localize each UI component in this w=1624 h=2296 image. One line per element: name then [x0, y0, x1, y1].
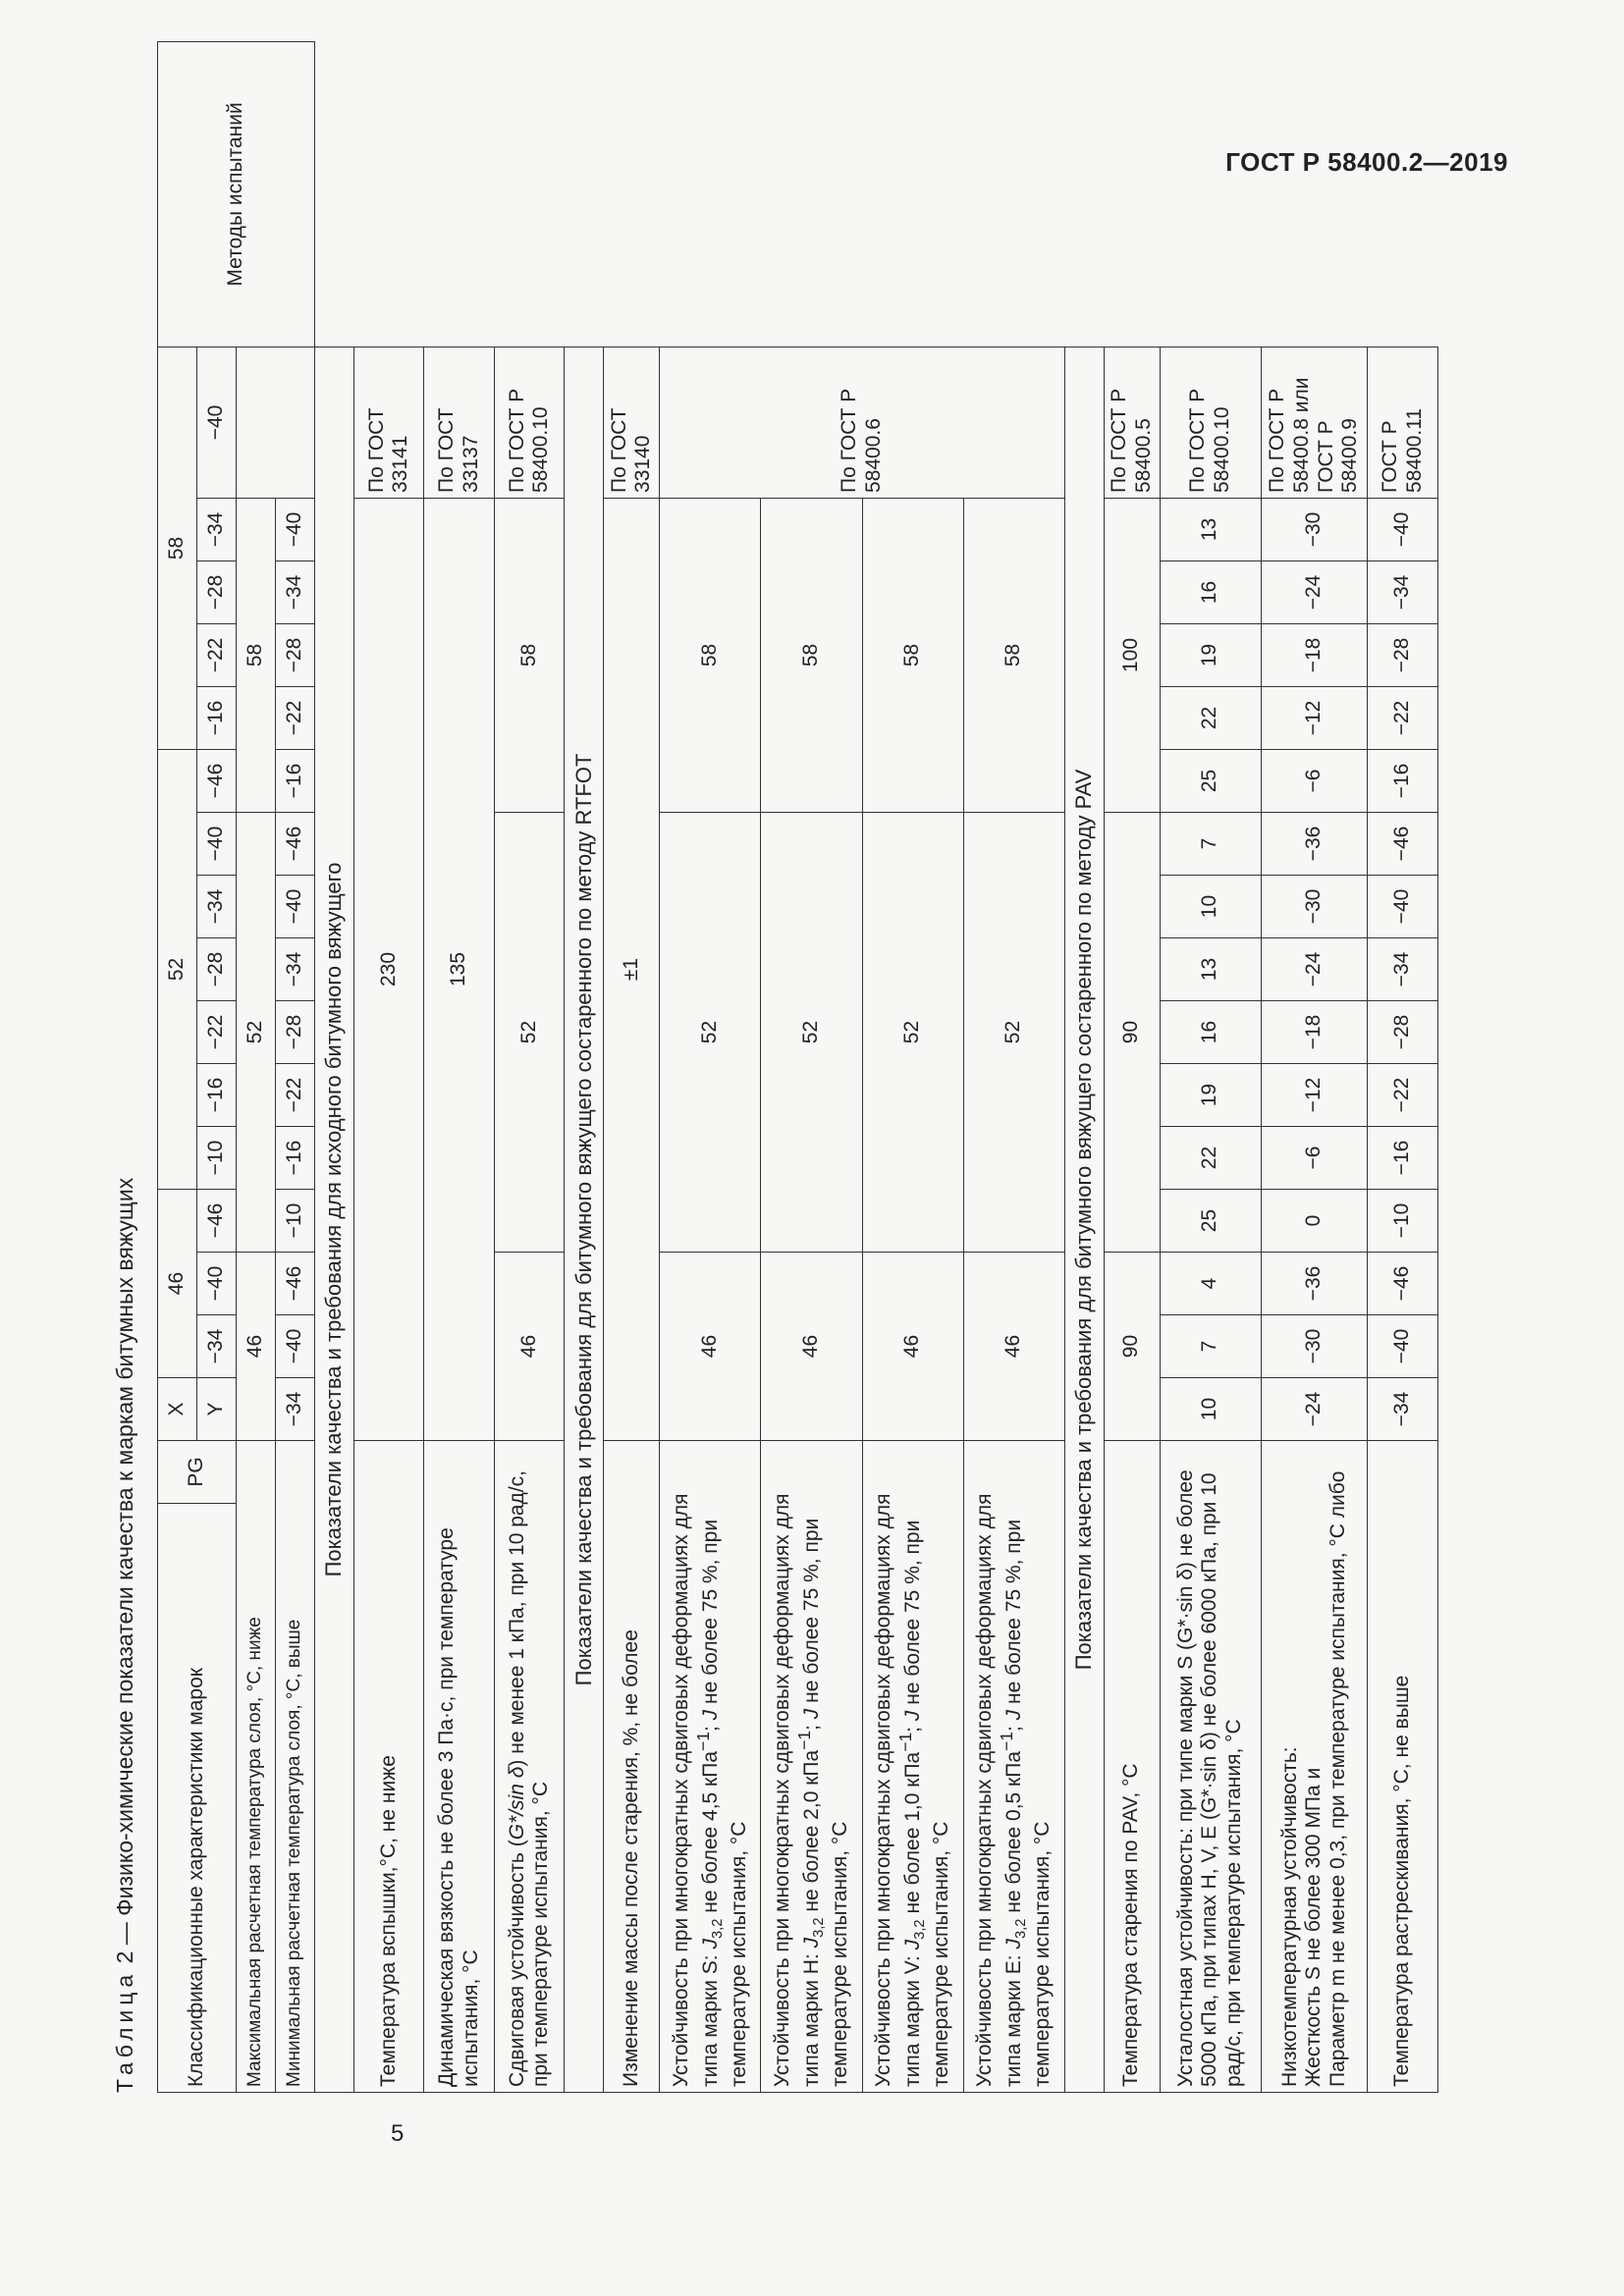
- crack-cell: −40: [1368, 498, 1438, 561]
- crack-cell: −34: [1368, 1378, 1438, 1441]
- msc-h-46: 46: [761, 1253, 862, 1441]
- lowtemp-cell: −30: [1261, 1315, 1368, 1378]
- y-cell: −16: [196, 1064, 236, 1127]
- y-cell: −46: [196, 749, 236, 812]
- section-original: Показатели качества и требования для исходного битумного вяжущего: [314, 347, 353, 2092]
- header-pg: PG: [158, 1441, 237, 1504]
- max-temp-46: 46: [236, 1253, 275, 1441]
- msc-e-46: 46: [963, 1253, 1064, 1441]
- min-temp-cell: −16: [275, 1127, 314, 1190]
- crack-cell: −28: [1368, 1001, 1438, 1064]
- msc-v-58: 58: [862, 498, 963, 812]
- fatigue-cell: 13: [1160, 938, 1261, 1001]
- fatigue-label: Усталостная устойчивость: при типе марки S (G*·sin δ) не более 5000 кПа, при типах H, V, E (G*·sin δ) не более 6000 кПа, при 10 рад/с, при температуре испытания, °С: [1160, 1441, 1261, 2093]
- caption-prefix: Таблица: [112, 1969, 137, 2093]
- y-cell: −22: [196, 623, 236, 686]
- mass-label: Изменение массы после старения, %, не более: [604, 1441, 660, 2093]
- quality-table: [157, 41, 1438, 2093]
- y-cell: −40: [196, 347, 236, 498]
- header-x: X: [158, 1378, 197, 1441]
- y-cell: −28: [196, 938, 236, 1001]
- min-temp-cell: −34: [275, 561, 314, 623]
- crack-cell: −40: [1368, 1315, 1438, 1378]
- pav-temp-58: 100: [1104, 498, 1160, 812]
- lowtemp-cell: −24: [1261, 938, 1368, 1001]
- y-cell: −34: [196, 1315, 236, 1378]
- crack-cell: −46: [1368, 1253, 1438, 1315]
- min-temp-cell: −40: [275, 498, 314, 561]
- table-caption: [112, 1178, 138, 2093]
- min-temp-cell: −28: [275, 623, 314, 686]
- section-pav: Показатели качества и требования для битумного вяжущего состаренного по методу PAV: [1064, 347, 1104, 2092]
- crack-cell: −34: [1368, 561, 1438, 623]
- fatigue-cell: 19: [1160, 1064, 1261, 1127]
- min-temp-cell: −16: [275, 749, 314, 812]
- msc-h-58: 58: [761, 498, 862, 812]
- max-temp-52: 52: [236, 813, 275, 1253]
- y-cell: −40: [196, 1253, 236, 1315]
- y-cell: −16: [196, 686, 236, 749]
- pav-temp-52: 90: [1104, 813, 1160, 1253]
- msc-s-58: 58: [660, 498, 761, 812]
- min-temp-cell: −22: [275, 1064, 314, 1127]
- fatigue-cell: 7: [1160, 813, 1261, 876]
- lowtemp-cell: −36: [1261, 813, 1368, 876]
- lowtemp-cell: 0: [1261, 1190, 1368, 1253]
- header-methods: Методы испытаний: [158, 42, 315, 347]
- min-temp-cell: −28: [275, 1001, 314, 1064]
- lowtemp-cell: −12: [1261, 686, 1368, 749]
- lowtemp-cell: −6: [1261, 749, 1368, 812]
- page-number: 5: [391, 2120, 405, 2147]
- flash-label: Температура вспышки,°С, не ниже: [353, 1441, 424, 2093]
- lowtemp-cell: −24: [1261, 1378, 1368, 1441]
- y-cell: −34: [196, 498, 236, 561]
- group-58: 58: [158, 347, 197, 749]
- viscosity-label: Динамическая вязкость не более 3 Па·с, при температуре испытания, °С: [424, 1441, 495, 2093]
- min-temp-cell: −40: [275, 1315, 314, 1378]
- crack-cell: −46: [1368, 813, 1438, 876]
- fatigue-cell: 25: [1160, 749, 1261, 812]
- section-rtfot: Показатели качества и требования для битумного вяжущего состаренного по методу RTFOT: [565, 347, 604, 2092]
- rotated-table-area: [108, 20, 1502, 2110]
- msc-e-label: Устойчивость при многократных сдвиговых деформациях для типа марки E: $J_{3,2}$ не более 0,5 кПа$^{-1}$; J не более 75 %, при температуре испытания, °С: [963, 1441, 1064, 2093]
- fatigue-cell: 13: [1160, 498, 1261, 561]
- crack-cell: −28: [1368, 623, 1438, 686]
- max-temp-label: Максимальная расчетная температура слоя, °С, ниже: [236, 1441, 275, 2093]
- y-cell: −34: [196, 876, 236, 938]
- fatigue-cell: 10: [1160, 1378, 1261, 1441]
- lowtemp-cell: −36: [1261, 1253, 1368, 1315]
- msc-s-label: Устойчивость при многократных сдвиговых деформациях для типа марки S: $J_{3,2}$ не более 4,5 кПа$^{-1}$; J не более 75 %, при температуре испытания, °С: [660, 1441, 761, 2093]
- crack-cell: −16: [1368, 749, 1438, 812]
- min-temp-cell: −22: [275, 686, 314, 749]
- fatigue-cell: 10: [1160, 876, 1261, 938]
- flash-method: По ГОСТ 33141: [353, 347, 424, 498]
- fatigue-cell: 19: [1160, 623, 1261, 686]
- shear-label: Сдвиговая устойчивость (G*/sin δ) не менее 1 кПа, при 10 рад/с, при температуре испытания, °С: [494, 1441, 565, 2093]
- lowtemp-method: По ГОСТ Р 58400.8 или ГОСТ Р 58400.9: [1261, 347, 1368, 498]
- shear-method: По ГОСТ Р 58400.10: [494, 347, 565, 498]
- min-temp-cell: −34: [275, 938, 314, 1001]
- crack-method: ГОСТ Р 58400.11: [1368, 347, 1438, 498]
- msc-e-52: 52: [963, 813, 1064, 1253]
- pav-temp-46: 90: [1104, 1253, 1160, 1441]
- fatigue-cell: 22: [1160, 1127, 1261, 1190]
- shear-value-58: 58: [494, 498, 565, 812]
- header-y: Y: [196, 1378, 236, 1441]
- crack-cell: −16: [1368, 1127, 1438, 1190]
- pav-temp-method: По ГОСТ Р 58400.5: [1104, 347, 1160, 498]
- y-cell: −46: [196, 1190, 236, 1253]
- group-52: 52: [158, 749, 197, 1189]
- lowtemp-cell: −18: [1261, 1001, 1368, 1064]
- flash-value: 230: [353, 498, 424, 1440]
- lowtemp-cell: −12: [1261, 1064, 1368, 1127]
- header-classification: Классификационные характеристики марок: [158, 1504, 237, 2093]
- y-cell: −28: [196, 561, 236, 623]
- msc-s-46: 46: [660, 1253, 761, 1441]
- group-46: 46: [158, 1190, 197, 1378]
- shear-value-46: 46: [494, 1253, 565, 1441]
- fatigue-cell: 16: [1160, 561, 1261, 623]
- msc-v-label: Устойчивость при многократных сдвиговых деформациях для типа марки V: $J_{3,2}$ не более 1,0 кПа$^{-1}$; J не более 75 %, при температуре испытания, °С: [862, 1441, 963, 2093]
- y-cell: −22: [196, 1001, 236, 1064]
- fatigue-method: По ГОСТ Р 58400.10: [1160, 347, 1261, 498]
- crack-cell: −40: [1368, 876, 1438, 938]
- shear-value-52: 52: [494, 813, 565, 1253]
- y-cell: −10: [196, 1127, 236, 1190]
- crack-cell: −10: [1368, 1190, 1438, 1253]
- msc-method: По ГОСТ Р 58400.6: [660, 347, 1064, 498]
- lowtemp-label: Низкотемпературная устойчивость: Жесткость S не более 300 МПа и Параметр m не менее 0,3, при температуре испытания, °С либо: [1261, 1441, 1368, 2093]
- msc-e-58: 58: [963, 498, 1064, 812]
- viscosity-value: 135: [424, 498, 495, 1440]
- min-temp-cell: −46: [275, 1253, 314, 1315]
- min-temp-cell: −40: [275, 876, 314, 938]
- pav-temp-label: Температура старения по PAV, °С: [1104, 1441, 1160, 2093]
- crack-cell: −34: [1368, 938, 1438, 1001]
- lowtemp-cell: −6: [1261, 1127, 1368, 1190]
- fatigue-cell: 22: [1160, 686, 1261, 749]
- lowtemp-cell: −18: [1261, 623, 1368, 686]
- crack-cell: −22: [1368, 1064, 1438, 1127]
- fatigue-cell: 25: [1160, 1190, 1261, 1253]
- lowtemp-cell: −30: [1261, 876, 1368, 938]
- document-number: ГОСТ Р 58400.2—2019: [1225, 147, 1508, 177]
- fatigue-cell: 16: [1160, 1001, 1261, 1064]
- caption-number: 2: [112, 1950, 137, 1964]
- viscosity-method: По ГОСТ 33137: [424, 347, 495, 498]
- msc-h-52: 52: [761, 813, 862, 1253]
- min-temp-cell: −46: [275, 813, 314, 876]
- min-temp-label: Минимальная расчетная температура слоя, °С, выше: [275, 1441, 314, 2093]
- lowtemp-cell: −24: [1261, 561, 1368, 623]
- msc-h-label: Устойчивость при многократных сдвиговых деформациях для типа марки H: $J_{3,2}$ не более 2,0 кПа$^{-1}$; J не более 75 %, при температуре испытания, °С: [761, 1441, 862, 2093]
- msc-v-52: 52: [862, 813, 963, 1253]
- msc-v-46: 46: [862, 1253, 963, 1441]
- crack-cell: −22: [1368, 686, 1438, 749]
- fatigue-cell: 7: [1160, 1315, 1261, 1378]
- fatigue-cell: 4: [1160, 1253, 1261, 1315]
- mass-value: ±1: [604, 498, 660, 1440]
- crack-label: Температура растрескивания, °С, не выше: [1368, 1441, 1438, 2093]
- y-cell: −40: [196, 813, 236, 876]
- caption-text: — Физико-химические показатели качества к маркам битумных вяжущих: [112, 1177, 137, 1946]
- min-temp-cell: −34: [275, 1378, 314, 1441]
- max-temp-58: 58: [236, 498, 275, 812]
- mass-method: По ГОСТ 33140: [604, 347, 660, 498]
- msc-s-52: 52: [660, 813, 761, 1253]
- min-temp-cell: −10: [275, 1190, 314, 1253]
- lowtemp-cell: −30: [1261, 498, 1368, 561]
